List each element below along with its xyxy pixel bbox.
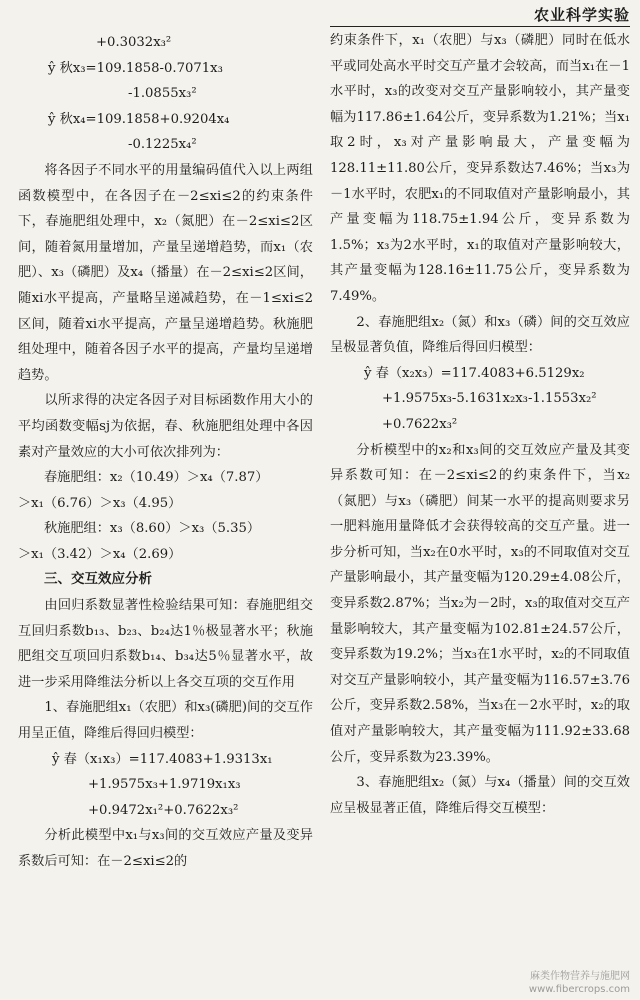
- equation: +0.3032x₃²: [96, 35, 172, 50]
- paragraph: 2、春施肥组x₂（氮）和x₃（磷）间的交互效应呈极显著负值，降维后得回归模型：: [330, 314, 630, 356]
- paragraph: 1、春施肥组x₁（农肥）和x₃(磷肥)间的交互作用呈正值，降维后得回归模型：: [18, 700, 313, 742]
- watermark-line: 麻类作物营养与施肥网: [530, 971, 630, 982]
- ranking-line: ＞x₁（6.76）＞x₃（4.95）: [18, 495, 182, 511]
- equation: +0.9472x₁²+0.7622x₃²: [88, 802, 239, 818]
- paragraph: 3、春施肥组x₂（氮）与x₄（播量）间的交互效应呈极显著正值，降维后得交互模型：: [330, 775, 630, 816]
- equation: +1.9575x₃+1.9719x₁x₃: [88, 777, 241, 793]
- paragraph: 将各因子不同水平的用量编码值代入以上两组函数模型中，在各因子在－2≤xi≤2的约束条件下，春施肥组处理中，x₂（氮肥）在－2≤xi≤2区间，随着氮用量增加，产量呈递增趋势，而x₁（农肥）、x₃（磷肥）及x₄（播量）在－2≤xi≤2区间，随xi水平提高，产量略呈递减趋势，在－1≤xi≤2区间，随着xi水平提高，产量呈递增趋势。秋施肥组处理中，随着各因子水平的提高，产量均呈递增趋势。: [18, 162, 313, 383]
- ranking-line: 春施肥组：x₂（10.49）＞x₄（7.87）: [44, 470, 269, 486]
- equation: ŷ 秋x₄=109.1858+0.9204x₄: [48, 111, 230, 127]
- right-column: [330, 28, 630, 821]
- site-watermark: [529, 970, 630, 996]
- equation: -0.1225x₄²: [128, 137, 197, 153]
- ranking-line: ＞x₁（3.42）＞x₄（2.69）: [18, 546, 182, 562]
- paragraph: 分析模型中的x₂和x₃间的交互效应产量及其变异系数可知：在－2≤xi≤2的约束条件下，当x₂（氮肥）与x₃（磷肥）间某一水平的提高则要求另一肥料施用量降低才会获得较高的交互产量。进一步分析可知，当x₂在0水平时，x₃的不同取值对交互产量影响最小，其产量变幅为120.29±4.08公斤，变异系数2.87%；当x₂为－2时，x₃的取值对交互产量影响较大，其产量变幅为102.81±24.57公斤，变异系数为19.2%；当x₃在1水平时，x₂的不同取值对交互产量影响较小，其产量变幅为116.57±3.76公斤，变异系数2.58%，当x₃在－2水平时，x₂的取值对产量影响较大，其产量变幅为111.92±33.68公斤，变异系数为23.39%。: [330, 442, 630, 765]
- equation: +1.9575x₃-5.1631x₂x₃-1.1553x₂²: [382, 391, 597, 407]
- paragraph: 约束条件下，x₁（农肥）与x₃（磷肥）同时在低水平或同处高水平时交互产量才会较高，而当x₁在－1水平时，x₃的改变对交互产量影响较小，其产量变幅为117.86±1.64公斤，变异系数为1.21%；当x₁取2时，x₃对产量影响最大，产量变幅为128.11±11.80公斤，变异系数达7.46%；当x₃为－1水平时，农肥x₁的不同取值对产量影响最小，其产量变幅为118.75±1.94公斤，变异系数为1.5%；x₃为2水平时，x₁的取值对产量影响较大，其产量变幅为128.16±11.75公斤，变异系数为7.49%。: [330, 33, 630, 304]
- left-column: [18, 30, 313, 875]
- watermark-line: www.fibercrops.com: [528, 984, 630, 995]
- paragraph: 分析此模型中x₁与x₃间的交互效应产量及变异系数后可知：在－2≤xi≤2的: [18, 828, 313, 869]
- section-heading: 三、交互效应分析: [44, 571, 152, 588]
- paragraph: 由回归系数显著性检验结果可知：春施肥组交互回归系数b₁₃、b₂₃、b₂₄达1％极显著水平；秋施肥组交互项回归系数b₁₄、b₃₄达5％显著水平，故进一步采用降维法分析以上各交互项的交互作用: [18, 598, 313, 690]
- paragraph: 以所求得的决定各因子对目标函数作用大小的平均函数变幅sj为依据，春、秋施肥组处理中各因素对产量效应的大小可依次排列为：: [18, 393, 313, 460]
- equation: ŷ 春（x₁x₃）=117.4083+1.9313x₁: [52, 751, 273, 767]
- equation: ŷ 春（x₂x₃）=117.4083+6.5129x₂: [364, 365, 585, 381]
- equation: -1.0855x₃²: [128, 86, 197, 102]
- ranking-line: 秋施肥组：x₃（8.60）＞x₃（5.35）: [44, 521, 261, 537]
- equation: +0.7622x₃²: [382, 416, 458, 432]
- journal-title: 农业科学实验: [533, 6, 630, 24]
- journal-header: [330, 4, 630, 27]
- equation: ŷ 秋x₃=109.1858-0.7071x₃: [48, 60, 223, 76]
